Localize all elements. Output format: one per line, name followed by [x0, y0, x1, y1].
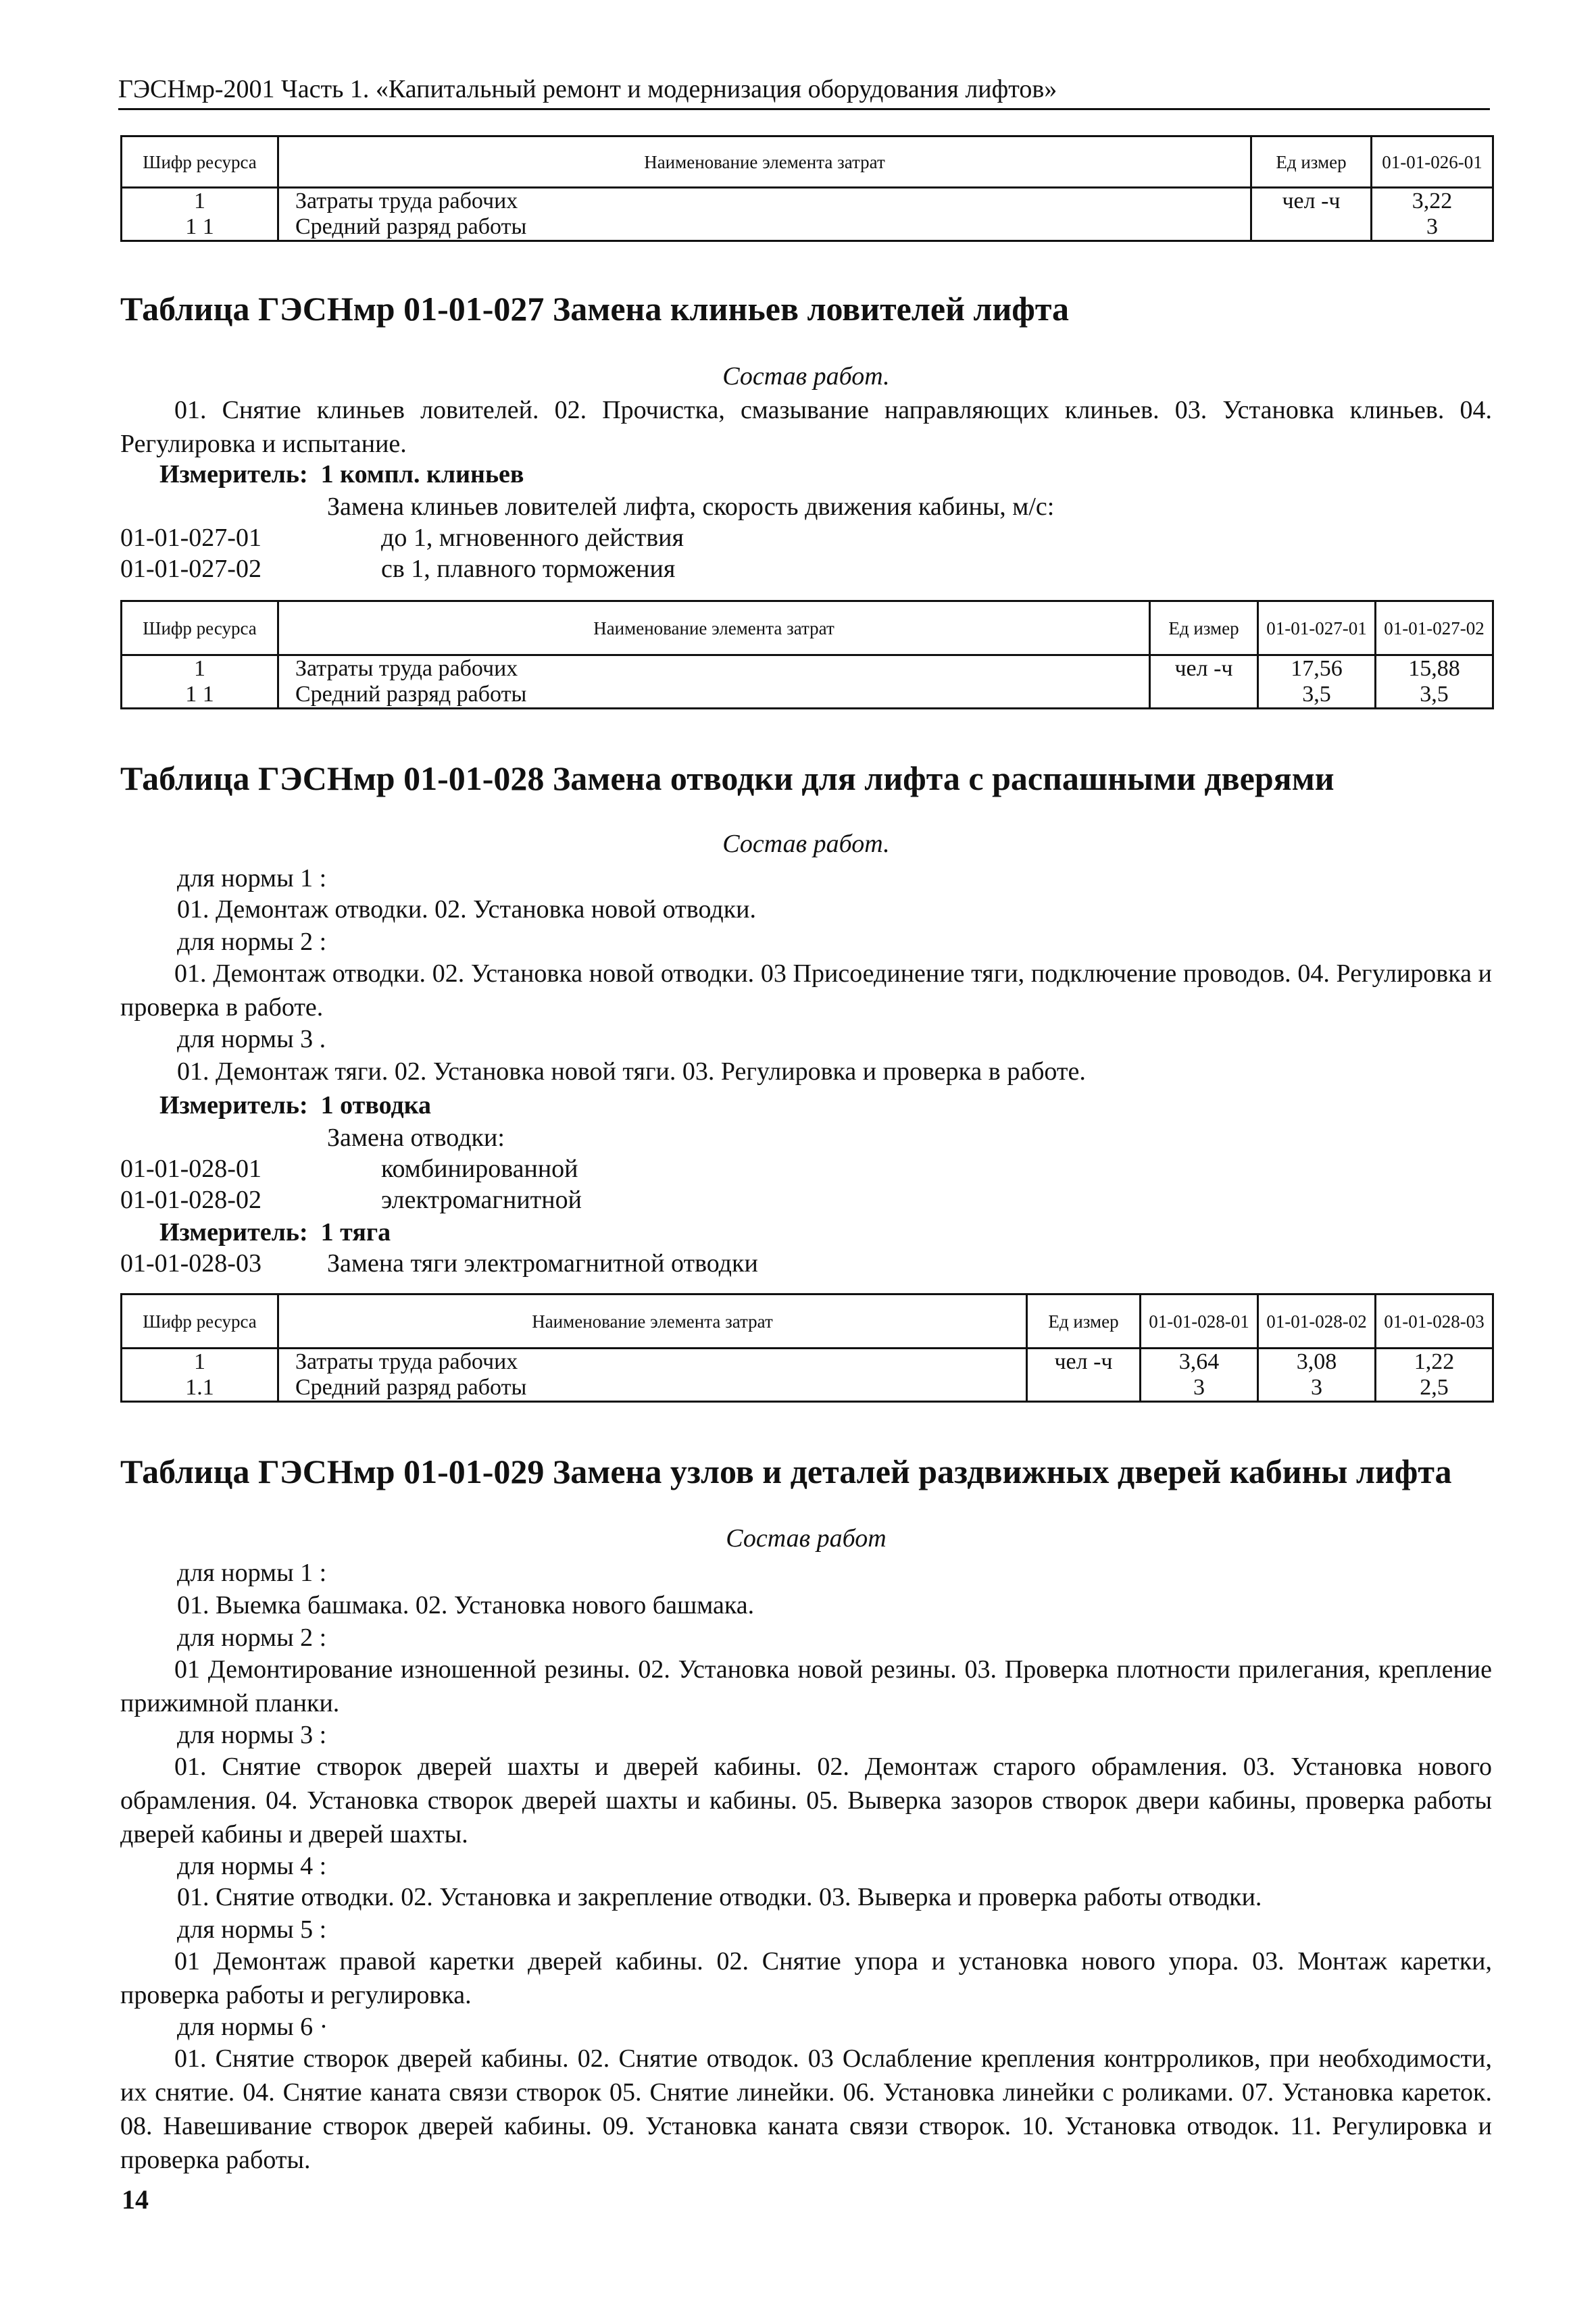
norm-label: для нормы 2 : [177, 928, 327, 956]
table-027-resources [120, 600, 1494, 709]
col-header-name: Наименование элемента затрат [278, 601, 1150, 655]
cell-value: 3,22 [1372, 188, 1493, 215]
table-row [122, 214, 1493, 241]
norm-code: 01-01-028-02 [120, 1186, 261, 1214]
cell-value: 3 [1141, 1375, 1258, 1402]
norm-works: 01. Снятие отводки. 02. Установка и закрепление отводки. 03. Выверка и проверка работы отводки. [177, 1883, 1262, 1911]
cell-code: 1 1 [122, 214, 278, 241]
col-header-name: Наименование элемента затрат [278, 136, 1251, 188]
norm-text: комбинированной [381, 1155, 578, 1183]
col-header-unit: Ед измер [1027, 1294, 1141, 1349]
col-header-name: Наименование элемента затрат [278, 1294, 1027, 1349]
norm-works: 01. Выемка башмака. 02. Установка нового башмака. [177, 1591, 755, 1619]
cell-unit: чел -ч [1150, 655, 1258, 682]
col-header-norm: 01-01-027-02 [1376, 601, 1493, 655]
col-header-norm: 01-01-027-01 [1258, 601, 1376, 655]
col-header-norm: 01-01-028-03 [1376, 1294, 1493, 1349]
norm-text: электромагнитной [381, 1186, 582, 1214]
norm-works: 01. Снятие створок дверей шахты и дверей кабины. 02. Демонтаж старого обрамления. 03. Установка нового обрамления. 04. Установка створок дверей шахты и кабины. 05. Выверка зазоров створок двери кабины, проверка работы дверей кабины и дверей шахты. [120, 1753, 1492, 1848]
table-026-resources [120, 135, 1494, 242]
norm-intro-028: Замена отводки: [327, 1124, 505, 1152]
col-header-unit: Ед измер [1150, 601, 1258, 655]
cell-value: 3 [1258, 1375, 1376, 1402]
works-title-028: Состав работ. [722, 830, 890, 858]
cell-name: Затраты труда рабочих [278, 655, 1150, 682]
meter-028: Измеритель: 1 отводка [159, 1091, 432, 1120]
section-title-029: Таблица ГЭСНмр 01-01-029 Замена узлов и деталей раздвижных дверей кабины лифта [120, 1453, 1452, 1490]
norm-label: для нормы 6 · [177, 2013, 328, 2041]
cell-value: 3,08 [1258, 1349, 1376, 1376]
works-title-029: Состав работ [726, 1524, 887, 1553]
norm-label: для нормы 4 : [177, 1852, 327, 1880]
col-header-norm: 01-01-026-01 [1372, 136, 1493, 188]
norm-label: для нормы 3 . [177, 1025, 326, 1053]
cell-name: Затраты труда рабочих [278, 188, 1251, 215]
table-row [122, 1349, 1493, 1376]
col-header-norm: 01-01-028-01 [1141, 1294, 1258, 1349]
norm-code: 01-01-028-01 [120, 1155, 261, 1183]
cell-value: 2,5 [1376, 1375, 1493, 1402]
norm-works: 01. Демонтаж отводки. 02. Установка новой отводки. [177, 895, 757, 924]
col-header-code: Шифр ресурса [122, 601, 278, 655]
cell-code: 1.1 [122, 1375, 278, 1402]
cell-unit [1150, 682, 1258, 709]
table-row [122, 1375, 1493, 1402]
norm-text: Замена тяги электромагнитной отводки [327, 1249, 758, 1278]
cell-value: 3,5 [1258, 682, 1376, 709]
section-title-028: Таблица ГЭСНмр 01-01-028 Замена отводки для лифта с распашными дверями [120, 759, 1335, 797]
cell-name: Затраты труда рабочих [278, 1349, 1027, 1376]
cell-value: 3,64 [1141, 1349, 1258, 1376]
cell-name: Средний разряд работы [278, 214, 1251, 241]
cell-unit [1251, 214, 1372, 241]
meter-027: Измеритель: 1 компл. клиньев [159, 460, 524, 488]
norm-label: для нормы 1 : [177, 864, 327, 892]
table-row [122, 655, 1493, 682]
norm-text: св 1, плавного торможения [381, 555, 676, 583]
norm-works: 01. Снятие створок дверей кабины. 02. Снятие отводок. 03 Ослабление крепления контрроликов, при необходимости, их снятие. 04. Снятие каната связи створок 05. Снятие линейки. 06. Установка линейки с роликами. 07. Установка кареток. 08. Навешивание створок дверей кабины. 09. Установка каната связи створок. 10. Установка отводок. 11. Регулировка и проверка работы. [120, 2044, 1492, 2174]
running-header: ГЭСНмр-2001 Часть 1. «Капитальный ремонт и модернизация оборудования лифтов» [118, 73, 1490, 110]
table-028-resources [120, 1293, 1494, 1403]
cell-value: 3,5 [1376, 682, 1493, 709]
norm-code: 01-01-028-03 [120, 1249, 261, 1278]
norm-label: для нормы 5 : [177, 1915, 327, 1944]
col-header-code: Шифр ресурса [122, 1294, 278, 1349]
norm-intro-027: Замена клиньев ловителей лифта, скорость движения кабины, м/с: [327, 493, 1055, 521]
cell-unit [1027, 1375, 1141, 1402]
cell-value: 1,22 [1376, 1349, 1493, 1376]
page-number: 14 [122, 2184, 149, 2215]
section-title-027: Таблица ГЭСНмр 01-01-027 Замена клиньев ловителей лифта [120, 290, 1070, 328]
works-text-027: 01. Снятие клиньев ловителей. 02. Прочистка, смазывание направляющих клиньев. 03. Установка клиньев. 04. Регулировка и испытание. [120, 396, 1492, 458]
norm-works: 01. Демонтаж отводки. 02. Установка новой отводки. 03 Присоединение тяги, подключение проводов. 04. Регулировка и проверка в работе. [120, 959, 1492, 1022]
norm-works: 01 Демонтаж правой каретки дверей кабины. 02. Снятие упора и установка нового упора. 03. Монтаж каретки, проверка работы и регулировка. [120, 1947, 1492, 2009]
cell-unit: чел -ч [1251, 188, 1372, 215]
meter-028-2: Измеритель: 1 тяга [159, 1218, 391, 1247]
norm-label: для нормы 3 : [177, 1721, 327, 1749]
cell-code: 1 [122, 655, 278, 682]
norm-code: 01-01-027-01 [120, 524, 261, 552]
norm-works: 01. Демонтаж тяги. 02. Установка новой тяги. 03. Регулировка и проверка в работе. [177, 1057, 1086, 1086]
col-header-norm: 01-01-028-02 [1258, 1294, 1376, 1349]
cell-value: 17,56 [1258, 655, 1376, 682]
cell-code: 1 1 [122, 682, 278, 709]
cell-name: Средний разряд работы [278, 682, 1150, 709]
cell-name: Средний разряд работы [278, 1375, 1027, 1402]
norm-label: для нормы 2 : [177, 1624, 327, 1652]
cell-value: 3 [1372, 214, 1493, 241]
table-row [122, 682, 1493, 709]
norm-text: до 1, мгновенного действия [381, 524, 684, 552]
col-header-unit: Ед измер [1251, 136, 1372, 188]
cell-unit: чел -ч [1027, 1349, 1141, 1376]
norm-code: 01-01-027-02 [120, 555, 261, 583]
norm-works: 01 Демонтирование изношенной резины. 02. Установка новой резины. 03. Проверка плотности прилегания, крепление прижимной планки. [120, 1655, 1492, 1717]
norm-label: для нормы 1 : [177, 1559, 327, 1587]
cell-value: 15,88 [1376, 655, 1493, 682]
table-row [122, 188, 1493, 215]
col-header-code: Шифр ресурса [122, 136, 278, 188]
cell-code: 1 [122, 188, 278, 215]
cell-code: 1 [122, 1349, 278, 1376]
works-title-027: Состав работ. [722, 362, 890, 391]
